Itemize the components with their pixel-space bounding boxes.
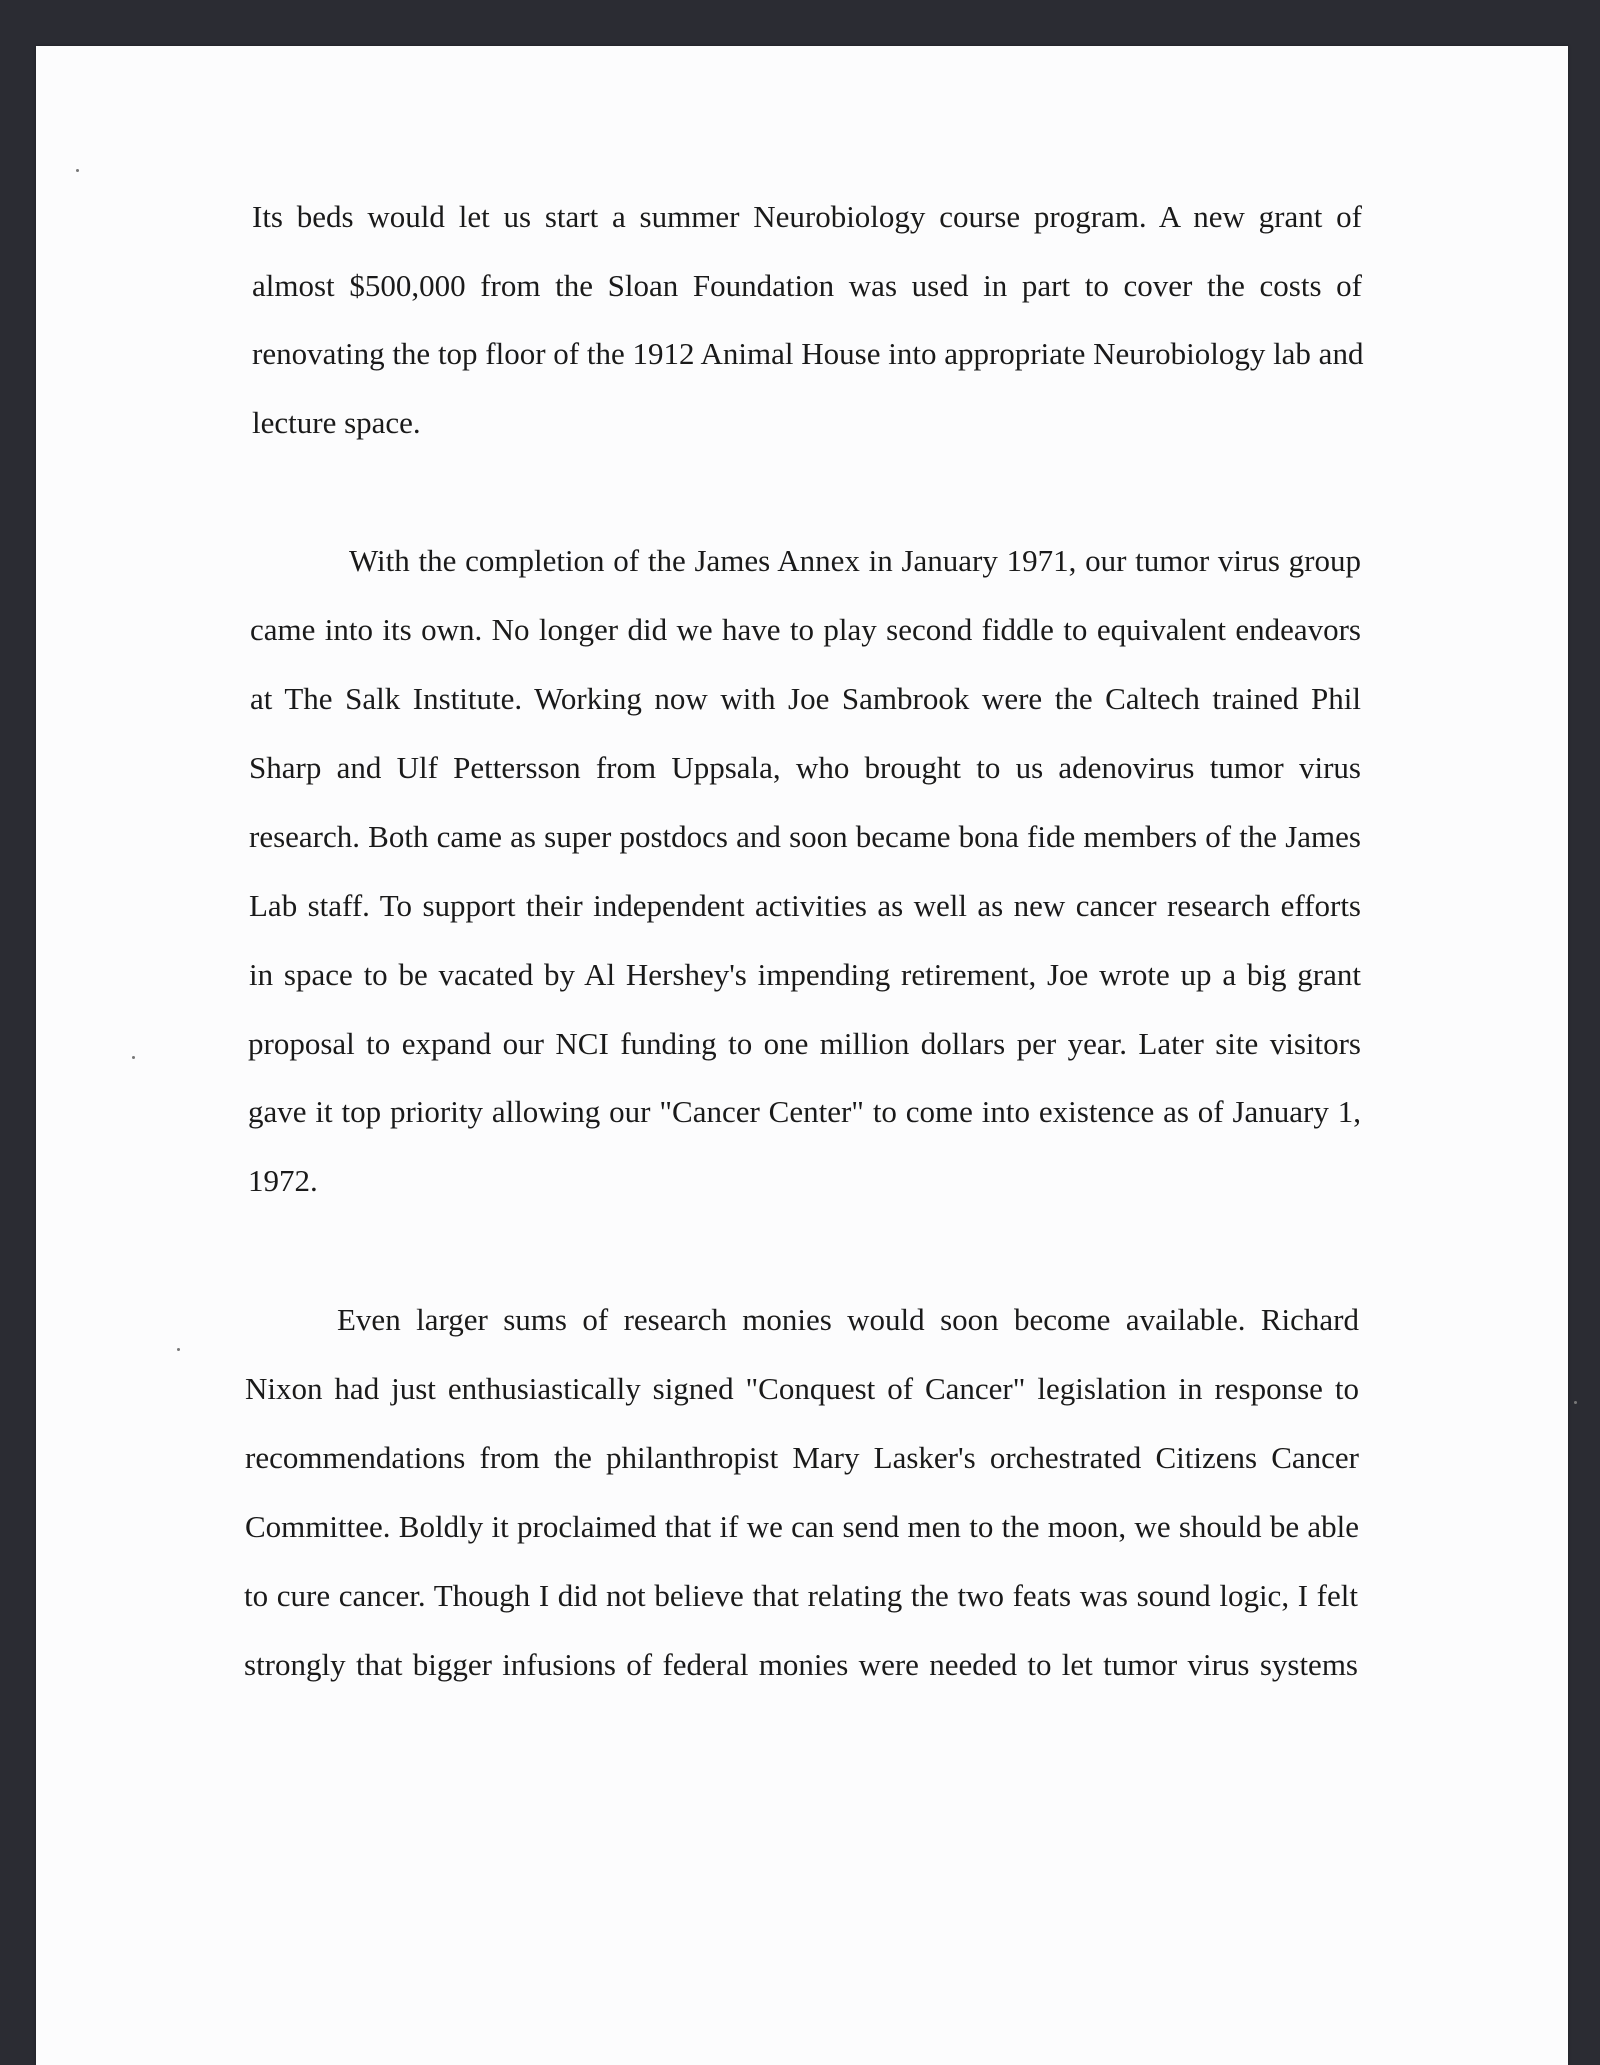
paragraph-2-line-1: With the completion of the James Annex in January 1971, our tumor virus group	[349, 543, 1361, 578]
paragraph-2-line-3: at The Salk Institute. Working now with Joe Sambrook were the Caltech trained Phil	[250, 681, 1361, 716]
paper-sheet	[36, 46, 1568, 2065]
paper-speck	[1574, 1401, 1577, 1404]
paper-speck	[76, 169, 79, 172]
paragraph-1-line-2: almost $500,000 from the Sloan Foundation was used in part to cover the costs of	[252, 268, 1362, 303]
paragraph-2-line-4: Sharp and Ulf Pettersson from Uppsala, who brought to us adenovirus tumor virus	[249, 750, 1361, 785]
paragraph-3-line-3: recommendations from the philanthropist Mary Lasker's orchestrated Citizens Cancer	[245, 1440, 1359, 1475]
paragraph-1-line-4: lecture space.	[252, 405, 421, 440]
paragraph-2-line-6: Lab staff. To support their independent activities as well as new cancer research efforts	[249, 888, 1361, 923]
paragraph-2-line-7: in space to be vacated by Al Hershey's impending retirement, Joe wrote up a big grant	[249, 957, 1361, 992]
paper-speck	[132, 1056, 135, 1059]
paragraph-2-line-2: came into its own. No longer did we have to play second fiddle to equivalent endeavors	[250, 612, 1361, 647]
paragraph-1-line-1: Its beds would let us start a summer Neurobiology course program. A new grant of	[252, 199, 1362, 234]
paragraph-2-line-10: 1972.	[248, 1163, 318, 1198]
paragraph-2-line-9: gave it top priority allowing our "Cancer Center" to come into existence as of January 1,	[248, 1094, 1361, 1129]
paragraph-3-line-4: Committee. Boldly it proclaimed that if we can send men to the moon, we should be able	[245, 1509, 1359, 1544]
paragraph-3-line-5: to cure cancer. Though I did not believe that relating the two feats was sound logic, I felt	[244, 1578, 1358, 1613]
paragraph-2-line-5: research. Both came as super postdocs and soon became bona fide members of the James	[249, 819, 1361, 854]
paper-speck	[177, 1348, 180, 1351]
paragraph-3-line-1: Even larger sums of research monies would soon become available. Richard	[337, 1302, 1359, 1337]
paragraph-3-line-6: strongly that bigger infusions of federal monies were needed to let tumor virus systems	[244, 1647, 1358, 1682]
paragraph-3-line-2: Nixon had just enthusiastically signed "Conquest of Cancer" legislation in response to	[245, 1371, 1359, 1406]
paragraph-1-line-3: renovating the top floor of the 1912 Animal House into appropriate Neurobiology lab and	[252, 336, 1364, 371]
paragraph-2-line-8: proposal to expand our NCI funding to one million dollars per year. Later site visitors	[248, 1026, 1361, 1061]
